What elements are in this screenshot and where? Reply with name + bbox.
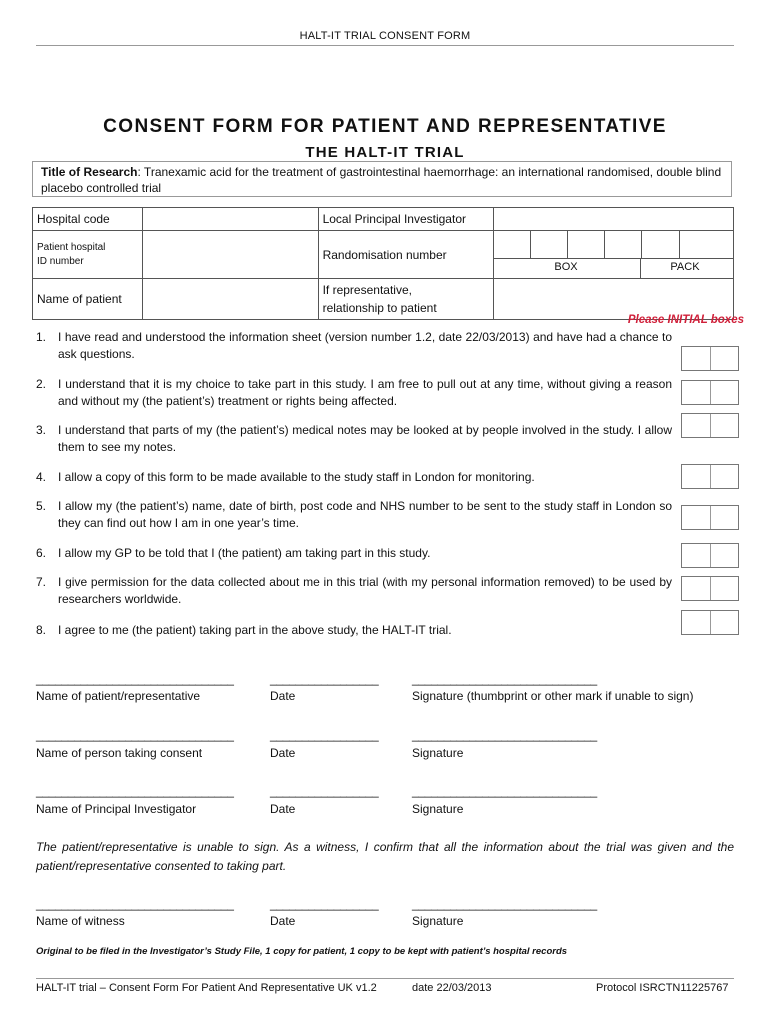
statement-text: I have read and understood the information sheet (version number 1.2, date 22/03/2013) and have had a chance to ask questions. [58,330,672,361]
pi-signature-line[interactable]: _____________________________ [412,784,597,798]
witness-date-label: Date [270,914,296,928]
footer-rule [36,978,734,979]
filing-note: Original to be filed in the Investigator’s Study File, 1 copy for patient, 1 copy to be kept with patient’s hospital records [36,946,568,957]
representative-label-line1: If representative, [322,283,412,297]
statement-4 [36,469,672,486]
statement-text: I allow a copy of this form to be made available to the study staff in London for monitoring. [58,470,535,484]
header-title: HALT-IT TRIAL CONSENT FORM [299,30,471,42]
consent-taker-date-label: Date [270,746,296,760]
consent-taker-date-line[interactable]: _________________ [270,728,379,742]
local-pi-field[interactable] [494,208,734,231]
rand-box-pack-divider [640,258,641,278]
patient-date-label: Date [270,689,296,703]
pack-label: PACK [670,261,700,273]
statement-number: 5. [36,499,47,513]
witness-name-line[interactable]: _______________________________ [36,897,234,911]
witness-statement: The patient/representative is unable to sign. As a witness, I confirm that all the information about the trial was given and the patient/representative consented to taking part. [36,840,734,873]
statement-number: 4. [36,470,47,484]
statement-text: I understand that it is my choice to take part in this study. I am free to pull out at any time, without giving a reason and without my (the patient’s) treatment or rights being affected. [58,377,672,408]
statement-3 [36,422,672,456]
rand-digit-box-2[interactable] [530,231,568,258]
name-of-patient-label: Name of patient [33,279,143,320]
patient-id-label-line2: ID number [37,255,84,267]
consent-taker-name-line[interactable]: _______________________________ [36,728,234,742]
rand-digit-box-1[interactable] [494,231,531,258]
randomisation-grid [494,231,734,279]
statement-5 [36,498,672,532]
pi-name-label: Name of Principal Investigator [36,802,197,816]
local-pi-label: Local Principal Investigator [318,208,494,231]
rand-digit-box-4[interactable] [604,231,642,258]
footer-date: date 22/03/2013 [412,982,492,994]
initial-box-7[interactable] [681,576,739,601]
rand-digit-box-3[interactable] [567,231,605,258]
statement-number: 3. [36,423,47,437]
patient-signature-line[interactable]: _____________________________ [412,672,597,686]
statement-6 [36,545,672,562]
research-label: Title of Research [41,165,138,179]
rand-baseline [494,258,733,259]
patient-date-line[interactable]: _________________ [270,672,379,686]
initial-box-1[interactable] [681,346,739,371]
page-title: CONSENT FORM FOR PATIENT AND REPRESENTATIVE [103,116,667,137]
initial-box-8[interactable] [681,610,739,635]
name-of-patient-field[interactable] [142,279,318,320]
pi-date-label: Date [270,802,296,816]
representative-label [318,279,494,320]
representative-label-line2: relationship to patient [322,301,437,315]
statement-number: 2. [36,377,47,391]
statement-number: 1. [36,330,47,344]
statement-number: 6. [36,546,47,560]
initial-box-4[interactable] [681,464,739,489]
research-title-box [32,161,732,197]
witness-signature-line[interactable]: _____________________________ [412,897,597,911]
research-text: : Tranexamic acid for the treatment of gastrointestinal haemorrhage: an international randomised, double blind placebo controlled trial [41,165,722,195]
patient-id-label-line1: Patient hospital [37,241,106,253]
witness-signature-label: Signature [412,914,464,928]
initial-box-5[interactable] [681,505,739,530]
statement-2 [36,376,672,410]
consent-taker-signature-label: Signature [412,746,464,760]
pi-name-line[interactable]: _______________________________ [36,784,234,798]
statement-text: I allow my (the patient’s) name, date of birth, post code and NHS number to be sent to the study staff in London so they can find out how I am in one year’s time. [58,499,672,530]
statement-text: I allow my GP to be told that I (the patient) am taking part in this study. [58,546,431,560]
statement-8 [36,622,672,639]
statement-7 [36,574,672,608]
statement-1 [36,329,672,363]
patient-signature-label: Signature (thumbprint or other mark if unable to sign) [412,689,694,703]
statement-text: I understand that parts of my (the patient’s) medical notes may be looked at by people involved in the study. I allow them to see my notes. [58,423,672,454]
patient-name-line[interactable]: _______________________________ [36,672,234,686]
statement-text: I give permission for the data collected about me in this trial (with my personal information removed) to be used by researchers worldwide. [58,575,672,606]
statement-text: I agree to me (the patient) taking part in the above study, the HALT-IT trial. [58,623,452,637]
rand-digit-box-6[interactable] [679,231,684,258]
witness-name-label: Name of witness [36,914,125,928]
initial-box-6[interactable] [681,543,739,568]
footer-protocol: Protocol ISRCTN11225767 [596,982,729,994]
randomisation-label: Randomisation number [318,231,494,279]
patient-id-field[interactable] [142,231,318,279]
pi-signature-label: Signature [412,802,464,816]
patient-name-label: Name of patient/representative [36,689,201,703]
statement-number: 7. [36,575,47,589]
hospital-code-label: Hospital code [33,208,143,231]
statement-number: 8. [36,623,47,637]
page-subtitle: THE HALT-IT TRIAL [305,144,465,161]
initial-boxes-note: Please INITIAL boxes [627,314,744,326]
box-label: BOX [554,261,578,273]
patient-id-label [33,231,143,279]
witness-date-line[interactable]: _________________ [270,897,379,911]
rand-digit-box-5[interactable] [641,231,680,258]
initial-box-2[interactable] [681,380,739,405]
header-rule [36,45,734,46]
patient-info-table [32,207,734,320]
footer-document-title: HALT-IT trial – Consent Form For Patient And Representative UK v1.2 [36,982,377,994]
initial-box-3[interactable] [681,413,739,438]
consent-taker-name-label: Name of person taking consent [36,746,203,760]
hospital-code-field[interactable] [142,208,318,231]
pi-date-line[interactable]: _________________ [270,784,379,798]
consent-taker-signature-line[interactable]: _____________________________ [412,728,597,742]
